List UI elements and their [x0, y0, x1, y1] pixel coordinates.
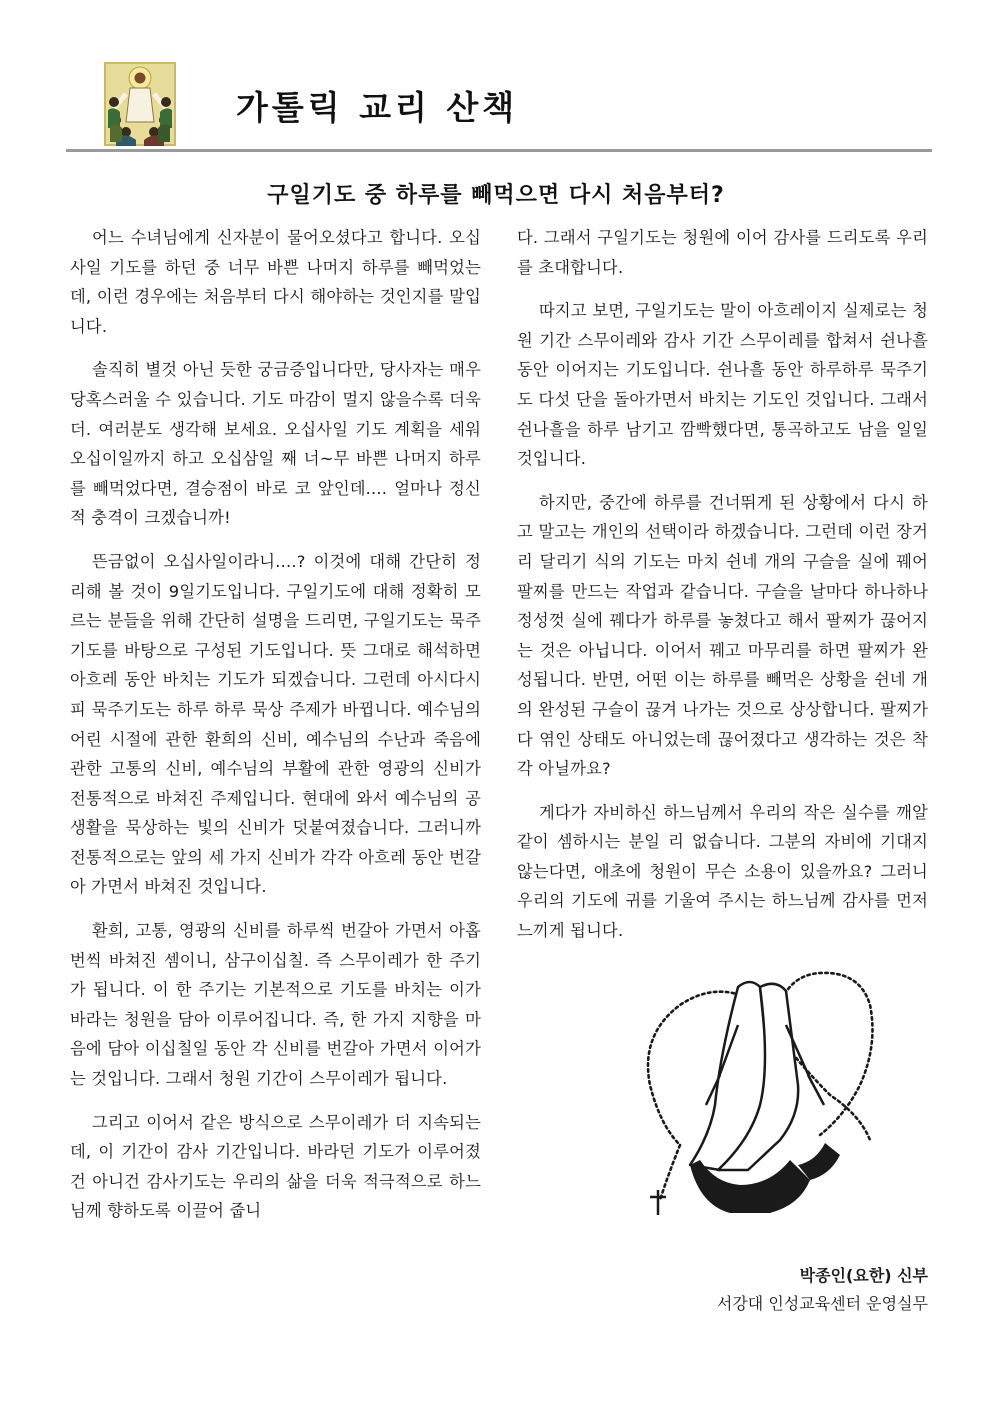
praying-hands-rosary-icon	[620, 965, 930, 1225]
author-affiliation: 서강대 인성교육센터 운영실무	[716, 1294, 928, 1313]
jesus-with-disciples-icon	[104, 62, 176, 146]
author-name: 박종인(요한) 신부	[799, 1266, 928, 1285]
article-paragraph: 하지만, 중간에 하루를 건너뛰게 된 상황에서 다시 하고 말고는 개인의 선택이라 하겠습니다. 그런데 이런 장거리 달리기 식의 기도는 마치 쉰네 개의 구슬을 실에 꿰어 팔찌를 만드는 작업과 같습니다. 구슬을 날마다 하나하나 정성껏 실에 꿰다가 하루를 놓쳤다고 해서 팔찌가 끊어지는 것은 아닙니다. 이어서 꿰고 마무리를 하면 팔찌가 완성됩니다. 반면, 어떤 이는 하루를 빼먹은 상황을 쉰네 개의 완성된 구슬이 끊겨 나가는 것으로 상상합니다. 팔찌가 다 엮인 상태도 아니었는데 끊어졌다고 생각하는 것은 착각 아닐까요?	[517, 492, 928, 779]
article-title: 구일기도 중 하루를 빼먹으면 다시 처음부터?	[267, 183, 725, 208]
article-paragraph: 따지고 보면, 구일기도는 말이 아흐레이지 실제로는 청원 기간 스무이레와 감사 기간 스무이레를 합쳐서 쉰나흘 동안 이어지는 기도입니다. 쉰나흘 동안 하루하루 묵주기도 다섯 단을 돌아가면서 바치는 기도인 것입니다. 그래서 쉰나흘을 하루 남기고 깜빡했다면, 통곡하고도 남을 일일 것입니다.	[517, 301, 928, 469]
article-paragraph: 그리고 이어서 같은 방식으로 스무이레가 더 지속되는데, 이 기간이 감사 기간입니다. 바라던 기도가 이루어졌건 아니건 감사기도는 우리의 삶을 더욱 적극적으로 하느님께 향하도록 이끌어 줍니	[70, 1112, 481, 1221]
header-divider	[66, 149, 932, 152]
article-column-left	[70, 223, 481, 1240]
article-paragraph: 뜬금없이 오십사일이라니....? 이것에 대해 간단히 정리해 볼 것이 9일기도입니다. 구일기도에 대해 정확히 모르는 분들을 위해 간단히 설명을 드리면, 구일기도는 묵주기도를 바탕으로 구성된 기도입니다. 뜻 그대로 해석하면 아흐레 동안 바치는 기도가 되겠습니다. 그런데 아시다시피 묵주기도는 하루 하루 묵상 주제가 바뀝니다. 예수님의 어린 시절에 관한 환희의 신비, 예수님의 수난과 죽음에 관한 고통의 신비, 예수님의 부활에 관한 영광의 신비가 전통적으로 바쳐진 주제입니다. 현대에 와서 예수님의 공생활을 묵상하는 빛의 신비가 덧붙여졌습니다. 그러니까 전통적으로는 앞의 세 가지 신비가 각각 아흐레 동안 번갈아 가면서 바쳐진 것입니다.	[70, 551, 481, 897]
article-column-right	[517, 223, 928, 960]
article-paragraph: 솔직히 별것 아닌 듯한 궁금증입니다만, 당사자는 매우 당혹스러울 수 있습니다. 기도 마감이 멀지 않을수록 더욱 더. 여러분도 생각해 보세요. 오십사일 기도 계획을 세워 오십이일까지 하고 오십삼일 째 너~무 바쁜 나머지 하루를 빼먹었다면, 결승점이 바로 코 앞인데.... 얼마나 정신적 충격이 크겠습니까!	[70, 360, 481, 528]
header-title: 가톨릭 교리 산책	[236, 88, 519, 127]
article-paragraph: 환희, 고통, 영광의 신비를 하루씩 번갈아 가면서 아홉 번씩 바쳐진 셈이니, 삼구이십칠. 즉 스무이레가 한 주기가 됩니다. 이 한 주기는 기본적으로 기도를 바치는 이가 바라는 청원을 담아 이루어집니다. 즉, 한 가지 지향을 마음에 담아 이십칠일 동안 각 신비를 번갈아 가면서 이어가는 것입니다. 그래서 청원 기간이 스무이레가 됩니다.	[70, 921, 481, 1089]
article-paragraph: 어느 수녀님에게 신자분이 물어오셨다고 합니다. 오십사일 기도를 하던 중 너무 바쁜 나머지 하루를 빼먹었는데, 이런 경우에는 처음부터 다시 해야하는 것인지를 말입니다.	[70, 228, 481, 336]
article-paragraph: 게다가 자비하신 하느님께서 우리의 작은 실수를 깨알같이 셈하시는 분일 리 없습니다. 그분의 자비에 기대지 않는다면, 애초에 청원이 무슨 소용이 있을까요? 그러니 우리의 기도에 귀를 기울여 주시는 하느님께 감사를 먼저 느끼게 됩니다.	[517, 802, 928, 941]
article-paragraph: 다. 그래서 구일기도는 청원에 이어 감사를 드리도록 우리를 초대합니다.	[517, 228, 928, 277]
